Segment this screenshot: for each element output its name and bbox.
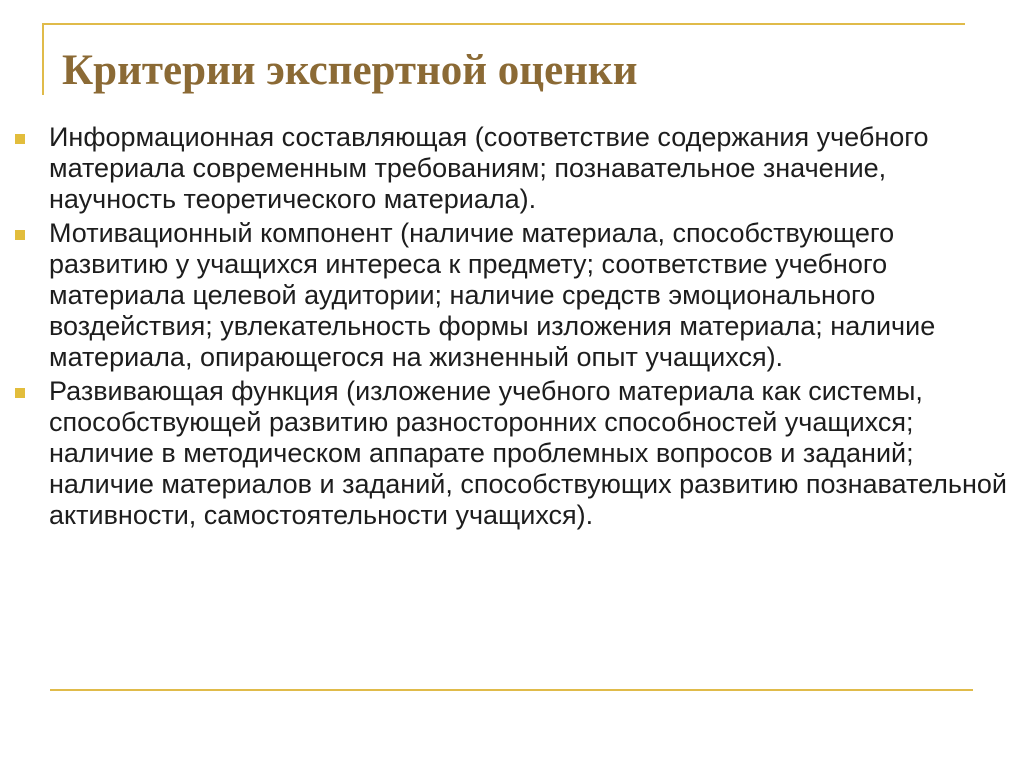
title-frame-left-line xyxy=(42,23,44,95)
title-frame-top-line xyxy=(42,23,965,25)
bullet-text: Развивающая функция (изложение учебного материала как системы, способствующей развитию разносторонних способностей учащихся; наличие в методическом аппарате проблемных вопросов и заданий; наличие материалов и заданий, способствующих развитию познавательной активности, самостоятельности учащихся). xyxy=(49,376,1007,530)
slide-title: Критерии экспертной оценки xyxy=(62,47,638,94)
square-bullet-icon xyxy=(15,388,25,398)
bullet-text: Мотивационный компонент (наличие материала, способствующего развитию у учащихся интереса к предмету; соответствие учебного материала целевой аудитории; наличие средств эмоционального воздействия; увлекательность формы изложения материала; наличие материала, опирающегося на жизненный опыт учащихся). xyxy=(49,218,936,372)
bullet-item-developmental xyxy=(0,376,1024,531)
bullet-item-motivational xyxy=(0,218,1024,373)
square-bullet-icon xyxy=(15,230,25,240)
bottom-divider-line xyxy=(50,689,973,691)
bullet-list xyxy=(0,122,1024,534)
square-bullet-icon xyxy=(15,134,25,144)
bullet-text: Информационная составляющая (соответствие содержания учебного материала современным требованиям; познавательное значение, научность теоретического материала). xyxy=(49,122,929,214)
bullet-item-informational xyxy=(0,122,1024,215)
